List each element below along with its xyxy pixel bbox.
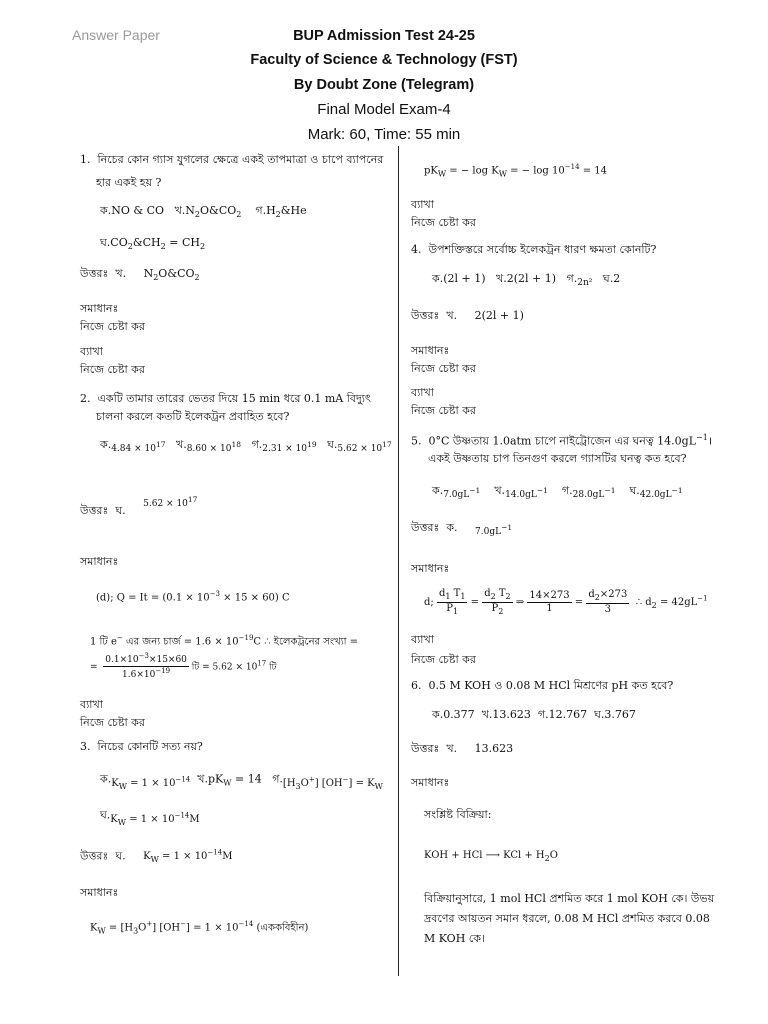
- q1-question: 1. নিচের কোন গ্যাস যুগলের ক্ষেত্রে একই তাপমাত্রা ও চাপে ব্যাপনের: [80, 153, 384, 166]
- q4-answer: উত্তরঃ খ. 2(2l + 1): [411, 309, 524, 322]
- faculty-title: Faculty of Science & Technology (FST): [250, 52, 518, 68]
- q2-question: 2. একটি তামার তারের ভেতর দিয়ে 15 min ধরে 0.1 mA বিদ্যুৎ: [80, 392, 371, 405]
- q5-explanation-label: ব্যাখা: [411, 633, 434, 646]
- q4-solution-label: সমাধানঃ: [411, 344, 450, 357]
- marks-time: Mark: 60, Time: 55 min: [307, 126, 461, 143]
- q6-explanation-line2: দ্রবণের আয়তন সমান ধরলে, 0.08 M HCl প্রশমিত করবে 0.08: [424, 912, 710, 925]
- q4-explanation-label: ব্যাখা: [411, 386, 434, 399]
- q6-reaction-label: সংশ্লিষ্ট বিক্রিয়া:: [424, 808, 492, 821]
- q4-solution-text: নিজে চেষ্টা কর: [411, 362, 476, 375]
- column-divider: [398, 146, 399, 976]
- q6-reaction: KOH + HCl ⟶ KCl + $H_2O$: [424, 850, 558, 863]
- pkw-equation: $pK_W$ = − $\log K_W$ = − $\log 10^{-14} = 14$: [424, 163, 607, 179]
- q1-answer: উত্তরঃ খ. $N_2O\&CO_2$: [80, 267, 200, 282]
- q2-electron-count: = $\frac{0.1\times 10^{-3}\times 15\times 60}{1.6\times 10^{-19}}$ টি = $5.62 \times 10^{17}$ টি: [90, 652, 277, 681]
- q3-solution-line: $K_W = [H_3O^+] [OH^-] = 1 \times 10^{-14}$ (এককবিহীন): [90, 920, 309, 936]
- q5-solution-equation: d; $\frac{d_1 T_1}{P_1}$ = $\frac{d_2 T_2}{P_2}$ ⇒ $\frac{14\times 273}{1}$ = $\frac{d_2\times 273}{3}$ ∴ $d_2 = 42gL^{-1}$: [424, 588, 708, 616]
- q4-options: ক.(2l + 1) খ.2(2l + 1) $গ._{2n^2}$ ঘ.2: [432, 272, 621, 288]
- q6-answer: উত্তরঃ খ. 13.623: [411, 742, 514, 755]
- q3-explanation-text: নিজে চেষ্টা কর: [411, 216, 476, 229]
- q6-solution-label: সমাধানঃ: [411, 776, 450, 789]
- q3-solution-label: সমাধানঃ: [80, 886, 119, 899]
- q5-solution-label: সমাধানঃ: [411, 562, 450, 575]
- q6-explanation-line1: বিক্রিয়ানুসারে, 1 mol HCl প্রশমিত করে 1 mol KOH কে। উভয়: [424, 892, 715, 905]
- q1-explanation-text: নিজে চেষ্টা কর: [80, 363, 145, 376]
- q5-explanation-text: নিজে চেষ্টা কর: [411, 653, 476, 666]
- q6-explanation-line3: M KOH কে।: [424, 932, 485, 945]
- q1-options-row1: ক.NO & CO $খ.N_2O\&CO_2$ $গ.H_2\&He$: [100, 204, 307, 219]
- q5-question-line2: একই উষ্ণতায় চাপ তিনগুণ করলে গ্যাসটির ঘনত্ব কত হবে?: [428, 452, 687, 465]
- q4-explanation-text: নিজে চেষ্টা কর: [411, 404, 476, 417]
- q2-explanation-label: ব্যাখা: [80, 698, 103, 711]
- q3-options-row1: $ক.K_W = 1 \times 10^{-14}$ $খ.pK_W = 14$ $গ.[H_3O^+] [OH^-] = K_W$: [100, 772, 383, 792]
- exam-title: BUP Admission Test 24-25: [293, 28, 475, 44]
- q6-options: ক.0.377 খ.13.623 গ.12.767 ঘ.3.767: [432, 708, 636, 721]
- q1-options-row2: $ঘ.CO_2\&CH_2 = CH_2$: [100, 236, 206, 251]
- q4-question: 4. উপশক্তিস্তরে সর্বোচ্চ ইলেকট্রন ধারণ ক্ষমতা কোনটি?: [411, 243, 657, 256]
- q2-charge-line: 1 টি e− এর জন্য চার্জ = $1.6 \times 10^{-19}C$ ∴ ইলেকট্রনের সংখ্যা =: [90, 634, 359, 648]
- q2-question-line2: চালনা করলে কতটি ইলেকট্রন প্রবাহিত হবে?: [96, 410, 290, 423]
- answer-paper-label: Answer Paper: [72, 27, 160, 43]
- q2-options: $ক._{4.84 \times 10^{17}}$ $খ._{8.60 \times 10^{18}}$ $গ._{2.31 \times 10^{19}}$ $ঘ._{5.62 \times 10^{17}}$: [100, 438, 392, 454]
- q5-question: 5. 0°C উষ্ণতায় 1.0atm চাপে নাইট্রোজেন এর ঘনত্ব $14.0gL^{-1}।$: [411, 433, 712, 448]
- q2-solution-line1: (d); $Q = It = (0.1 \times 10^{-3} \times 15 \times 60)$ C: [96, 590, 290, 604]
- q5-answer: উত্তরঃ ক. $_{7.0gL^{-1}}$: [411, 521, 513, 537]
- author-title: By Doubt Zone (Telegram): [293, 77, 475, 93]
- q1-question-line2: হার একই হয় ?: [96, 176, 162, 189]
- q3-options-row2: $ঘ.K_W = 1 \times 10^{-14}M$: [100, 808, 200, 828]
- q1-explanation-label: ব্যাখা: [80, 345, 103, 358]
- q3-answer: উত্তরঃ ঘ. $K_W = 1 \times 10^{-14}M$: [80, 849, 233, 865]
- q2-explanation-text: নিজে চেষ্টা কর: [80, 716, 145, 729]
- q2-solution-label: সমাধানঃ: [80, 555, 119, 568]
- q3-question: 3. নিচের কোনটি সত্য নয়?: [80, 740, 203, 753]
- q1-solution-text: নিজে চেষ্টা কর: [80, 320, 145, 333]
- exam-name: Final Model Exam-4: [317, 101, 451, 118]
- q6-question: 6. 0.5 M KOH ও 0.08 M HCl মিশ্রণের pH কত হবে?: [411, 679, 674, 692]
- q3-explanation-label: ব্যাখা: [411, 198, 434, 211]
- q1-solution-label: সমাধানঃ: [80, 302, 119, 315]
- q2-answer: উত্তরঃ ঘ. $^{5.62 \times 10^{17}}$: [80, 495, 198, 517]
- q5-options: $ক._{7.0gL^{-1}}$ $খ._{14.0gL^{-1}}$ $গ._{28.0gL^{-1}}$ $ঘ._{42.0gL^{-1}}$: [432, 484, 683, 500]
